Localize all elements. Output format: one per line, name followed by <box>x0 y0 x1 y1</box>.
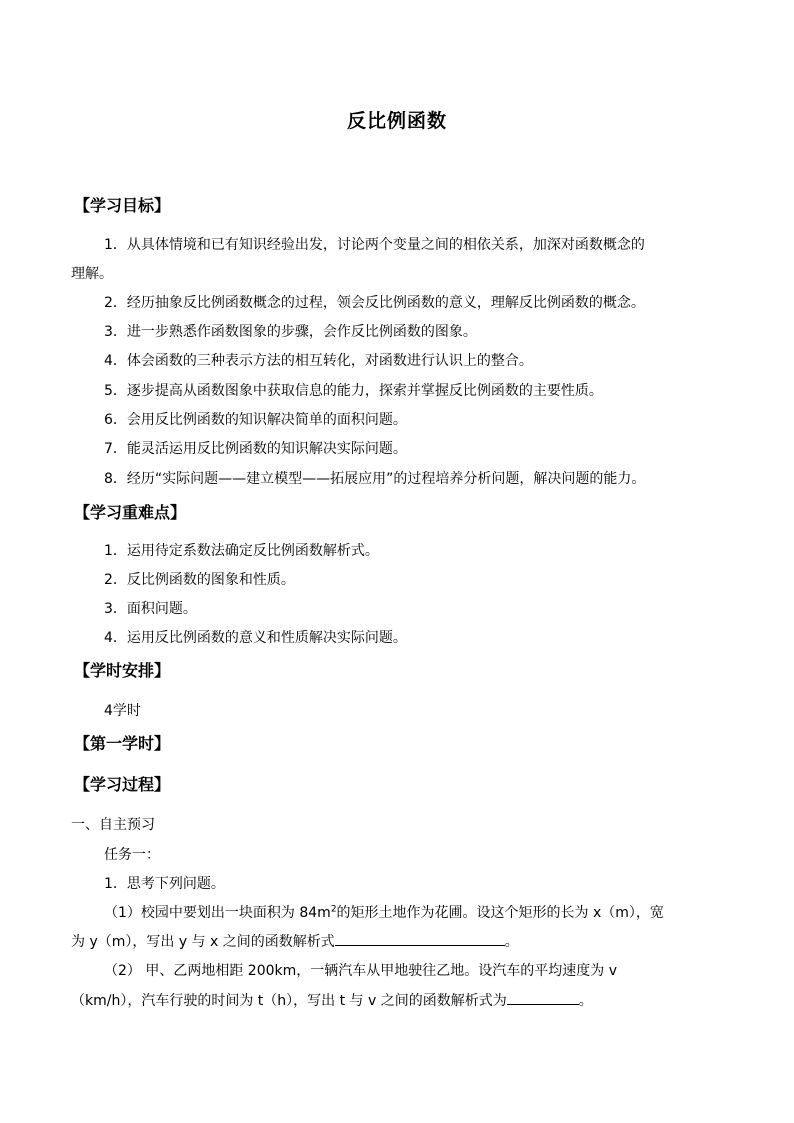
answer-blank-1[interactable] <box>335 931 505 946</box>
answer-blank-2[interactable] <box>507 990 579 1005</box>
key-point-line: 4．运用反比例函数的意义和性质解决实际问题。 <box>104 630 407 646</box>
key-point-line: 1．运用待定系数法确定反比例函数解析式。 <box>104 543 379 559</box>
goal-line: 2．经历抽象反比例函数概念的过程，领会反比例函数的意义，理解反比例函数的概念。 <box>104 295 645 311</box>
question-2-line-2 <box>71 990 593 1010</box>
goal-line: 7．能灵活运用反比例函数的知识解决实际问题。 <box>104 441 407 457</box>
process-heading: 【学习过程】 <box>74 775 171 794</box>
question-2-text-b: （km/h），汽车行驶的时间为 t（h），写出 t 与 v 之间的函数解析式为 <box>71 993 507 1009</box>
task-label: 任务一： <box>104 847 160 863</box>
goal-line: 5．逐步提高从函数图象中获取信息的能力，探索并掌握反比例函数的主要性质。 <box>104 383 603 399</box>
question-2-line-1: （2） 甲、乙两地相距 200km，一辆汽车从甲地驶往乙地。设汽车的平均速度为 v <box>104 963 618 979</box>
question-1-text-a: （1）校园中要划出一块面积为 84m <box>104 905 331 921</box>
schedule-text: 4学时 <box>104 703 141 719</box>
question-1-line-2 <box>71 931 519 951</box>
page-title: 反比例函数 <box>346 110 447 132</box>
goals-heading: 【学习目标】 <box>74 196 171 215</box>
question-1-text-c: 为 y（m），写出 y 与 x 之间的函数解析式 <box>71 934 335 950</box>
goal-line: 6．会用反比例函数的知识解决简单的面积问题。 <box>104 412 407 428</box>
first-session-heading: 【第一学时】 <box>74 734 171 753</box>
goal-line: 1．从具体情境和已有知识经验出发，讨论两个变量之间的相依关系，加深对函数概念的 <box>104 237 645 253</box>
question-2-end: 。 <box>578 993 593 1009</box>
goal-line: 8．经历“实际问题——建立模型——拓展应用”的过程培养分析问题，解决问题的能力。 <box>104 471 646 487</box>
question-intro: 1．思考下列问题。 <box>104 876 225 892</box>
goal-line: 3．进一步熟悉作函数图象的步骤，会作反比例函数的图象。 <box>104 324 477 340</box>
superscript: 2 <box>330 904 337 915</box>
schedule-heading: 【学时安排】 <box>74 661 171 680</box>
key-point-line: 2．反比例函数的图象和性质。 <box>104 572 295 588</box>
question-1-end: 。 <box>504 934 519 950</box>
key-point-line: 3．面积问题。 <box>104 601 197 617</box>
key-points-heading: 【学习重难点】 <box>74 503 187 522</box>
question-1-line-1 <box>104 902 664 922</box>
question-1-text-b: 的矩形土地作为花圃。设这个矩形的长为 x（m），宽 <box>336 905 664 921</box>
part-one-heading: 一、自主预习 <box>71 817 155 833</box>
goal-line: 理解。 <box>71 266 113 282</box>
goal-line: 4．体会函数的三种表示方法的相互转化，对函数进行认识上的整合。 <box>104 353 533 369</box>
